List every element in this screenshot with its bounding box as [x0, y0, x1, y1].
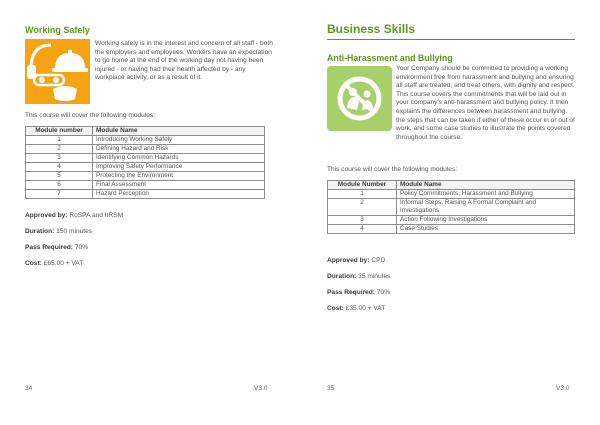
duration	[327, 273, 390, 280]
module-name: Informal Steps, Raising A Formal Complaint and Investigations	[397, 198, 575, 215]
table-row	[26, 135, 265, 144]
page-number: 35	[327, 385, 335, 392]
table-row	[26, 180, 265, 189]
module-number: 6	[26, 180, 93, 189]
module-number: 5	[26, 171, 93, 180]
cost-value: £65.00 + VAT	[43, 260, 84, 267]
module-number: 1	[328, 189, 397, 198]
cost-label: Cost:	[25, 260, 42, 267]
approved-value: CPD	[371, 257, 386, 264]
no-bullying-icon	[327, 66, 392, 131]
module-number: 4	[26, 162, 93, 171]
cost	[25, 260, 83, 267]
table-row	[328, 198, 575, 215]
approved-value: RoSPA and IIRSM	[69, 212, 124, 219]
column-header: Module Number	[328, 181, 397, 190]
pass-label: Pass Required:	[327, 289, 376, 296]
pass-value: 70%	[376, 289, 391, 296]
column-header: Module Name	[397, 181, 575, 190]
module-number: 4	[328, 224, 397, 233]
safety-gear-icon	[25, 39, 90, 104]
pass-required	[327, 289, 390, 296]
duration-label: Duration:	[327, 273, 357, 280]
module-name: Identifying Common Hazards	[93, 153, 265, 162]
section-divider	[327, 39, 575, 40]
page-number: 34	[25, 385, 33, 392]
course-description: Your Company should be committed to providing a working environment free from harassment and bullying and ensuring all staff are treated, and treat others, with dignity and respect. This course covers the commitments that will be laid out in your company's anti-harassment and bullying policy. It then explains the differences between harassment and bullying, the steps that can be taken if either of these occur in or out of work, and some case studies to illustrate the points covered throughout the course.	[396, 65, 575, 141]
module-name: Case Studies	[397, 224, 575, 233]
cost	[327, 305, 385, 312]
approved-by	[327, 257, 385, 264]
module-number: 3	[328, 215, 397, 224]
module-name: Policy Commitments, Harassment and Bullying	[397, 189, 575, 198]
table-header-row	[328, 181, 575, 190]
approved-label: Approved by:	[25, 212, 68, 219]
modules-table	[327, 180, 575, 234]
approved-by	[25, 212, 123, 219]
duration-value: 150 minutes	[56, 228, 93, 235]
course-title: Anti-Harassment and Bullying	[327, 53, 453, 63]
table-header-row	[26, 127, 265, 136]
module-name: Defining Hazard and Risk	[93, 144, 265, 153]
cost-value: £35.00 + VAT	[345, 305, 386, 312]
right-page	[300, 0, 600, 425]
module-number: 1	[26, 135, 93, 144]
table-row	[328, 189, 575, 198]
table-row	[26, 171, 265, 180]
duration-label: Duration:	[25, 228, 55, 235]
duration-value: 35 minutes	[358, 273, 391, 280]
column-header: Module Name	[93, 127, 265, 136]
table-row	[328, 215, 575, 224]
duration	[25, 228, 92, 235]
course-title: Working Safely	[25, 25, 90, 35]
pass-required	[25, 244, 88, 251]
version-label: V3.0	[254, 385, 268, 392]
pass-value: 70%	[74, 244, 89, 251]
column-header: Module number	[26, 127, 93, 136]
table-row	[328, 224, 575, 233]
module-name: Hazard Perception	[93, 189, 265, 198]
module-name: Protecting the Environment	[93, 171, 265, 180]
table-row	[26, 189, 265, 198]
cost-label: Cost:	[327, 305, 344, 312]
module-number: 7	[26, 189, 93, 198]
modules-intro: This course will cover the following modules:	[327, 166, 458, 173]
modules-table	[25, 126, 265, 199]
version-label: V3.0	[556, 385, 570, 392]
module-name: Introducing Working Safely	[93, 135, 265, 144]
section-title: Business Skills	[327, 22, 416, 36]
approved-label: Approved by:	[327, 257, 370, 264]
module-number: 2	[328, 198, 397, 215]
table-row	[26, 153, 265, 162]
module-name: Action Following Investigations	[397, 215, 575, 224]
modules-intro: This course will cover the following modules:	[25, 112, 156, 119]
pass-label: Pass Required:	[25, 244, 74, 251]
module-name: Improving Safety Performance	[93, 162, 265, 171]
module-number: 3	[26, 153, 93, 162]
table-row	[26, 162, 265, 171]
module-name: Final Assessment	[93, 180, 265, 189]
course-description: Working safely is in the interest and concern of all staff - both the employers and employees. Workers have an expectation to go home at the end of the working day not having been injured - or having had their health affected by - any workplace activity, or as a result of it.	[95, 40, 273, 82]
table-row	[26, 144, 265, 153]
module-number: 2	[26, 144, 93, 153]
